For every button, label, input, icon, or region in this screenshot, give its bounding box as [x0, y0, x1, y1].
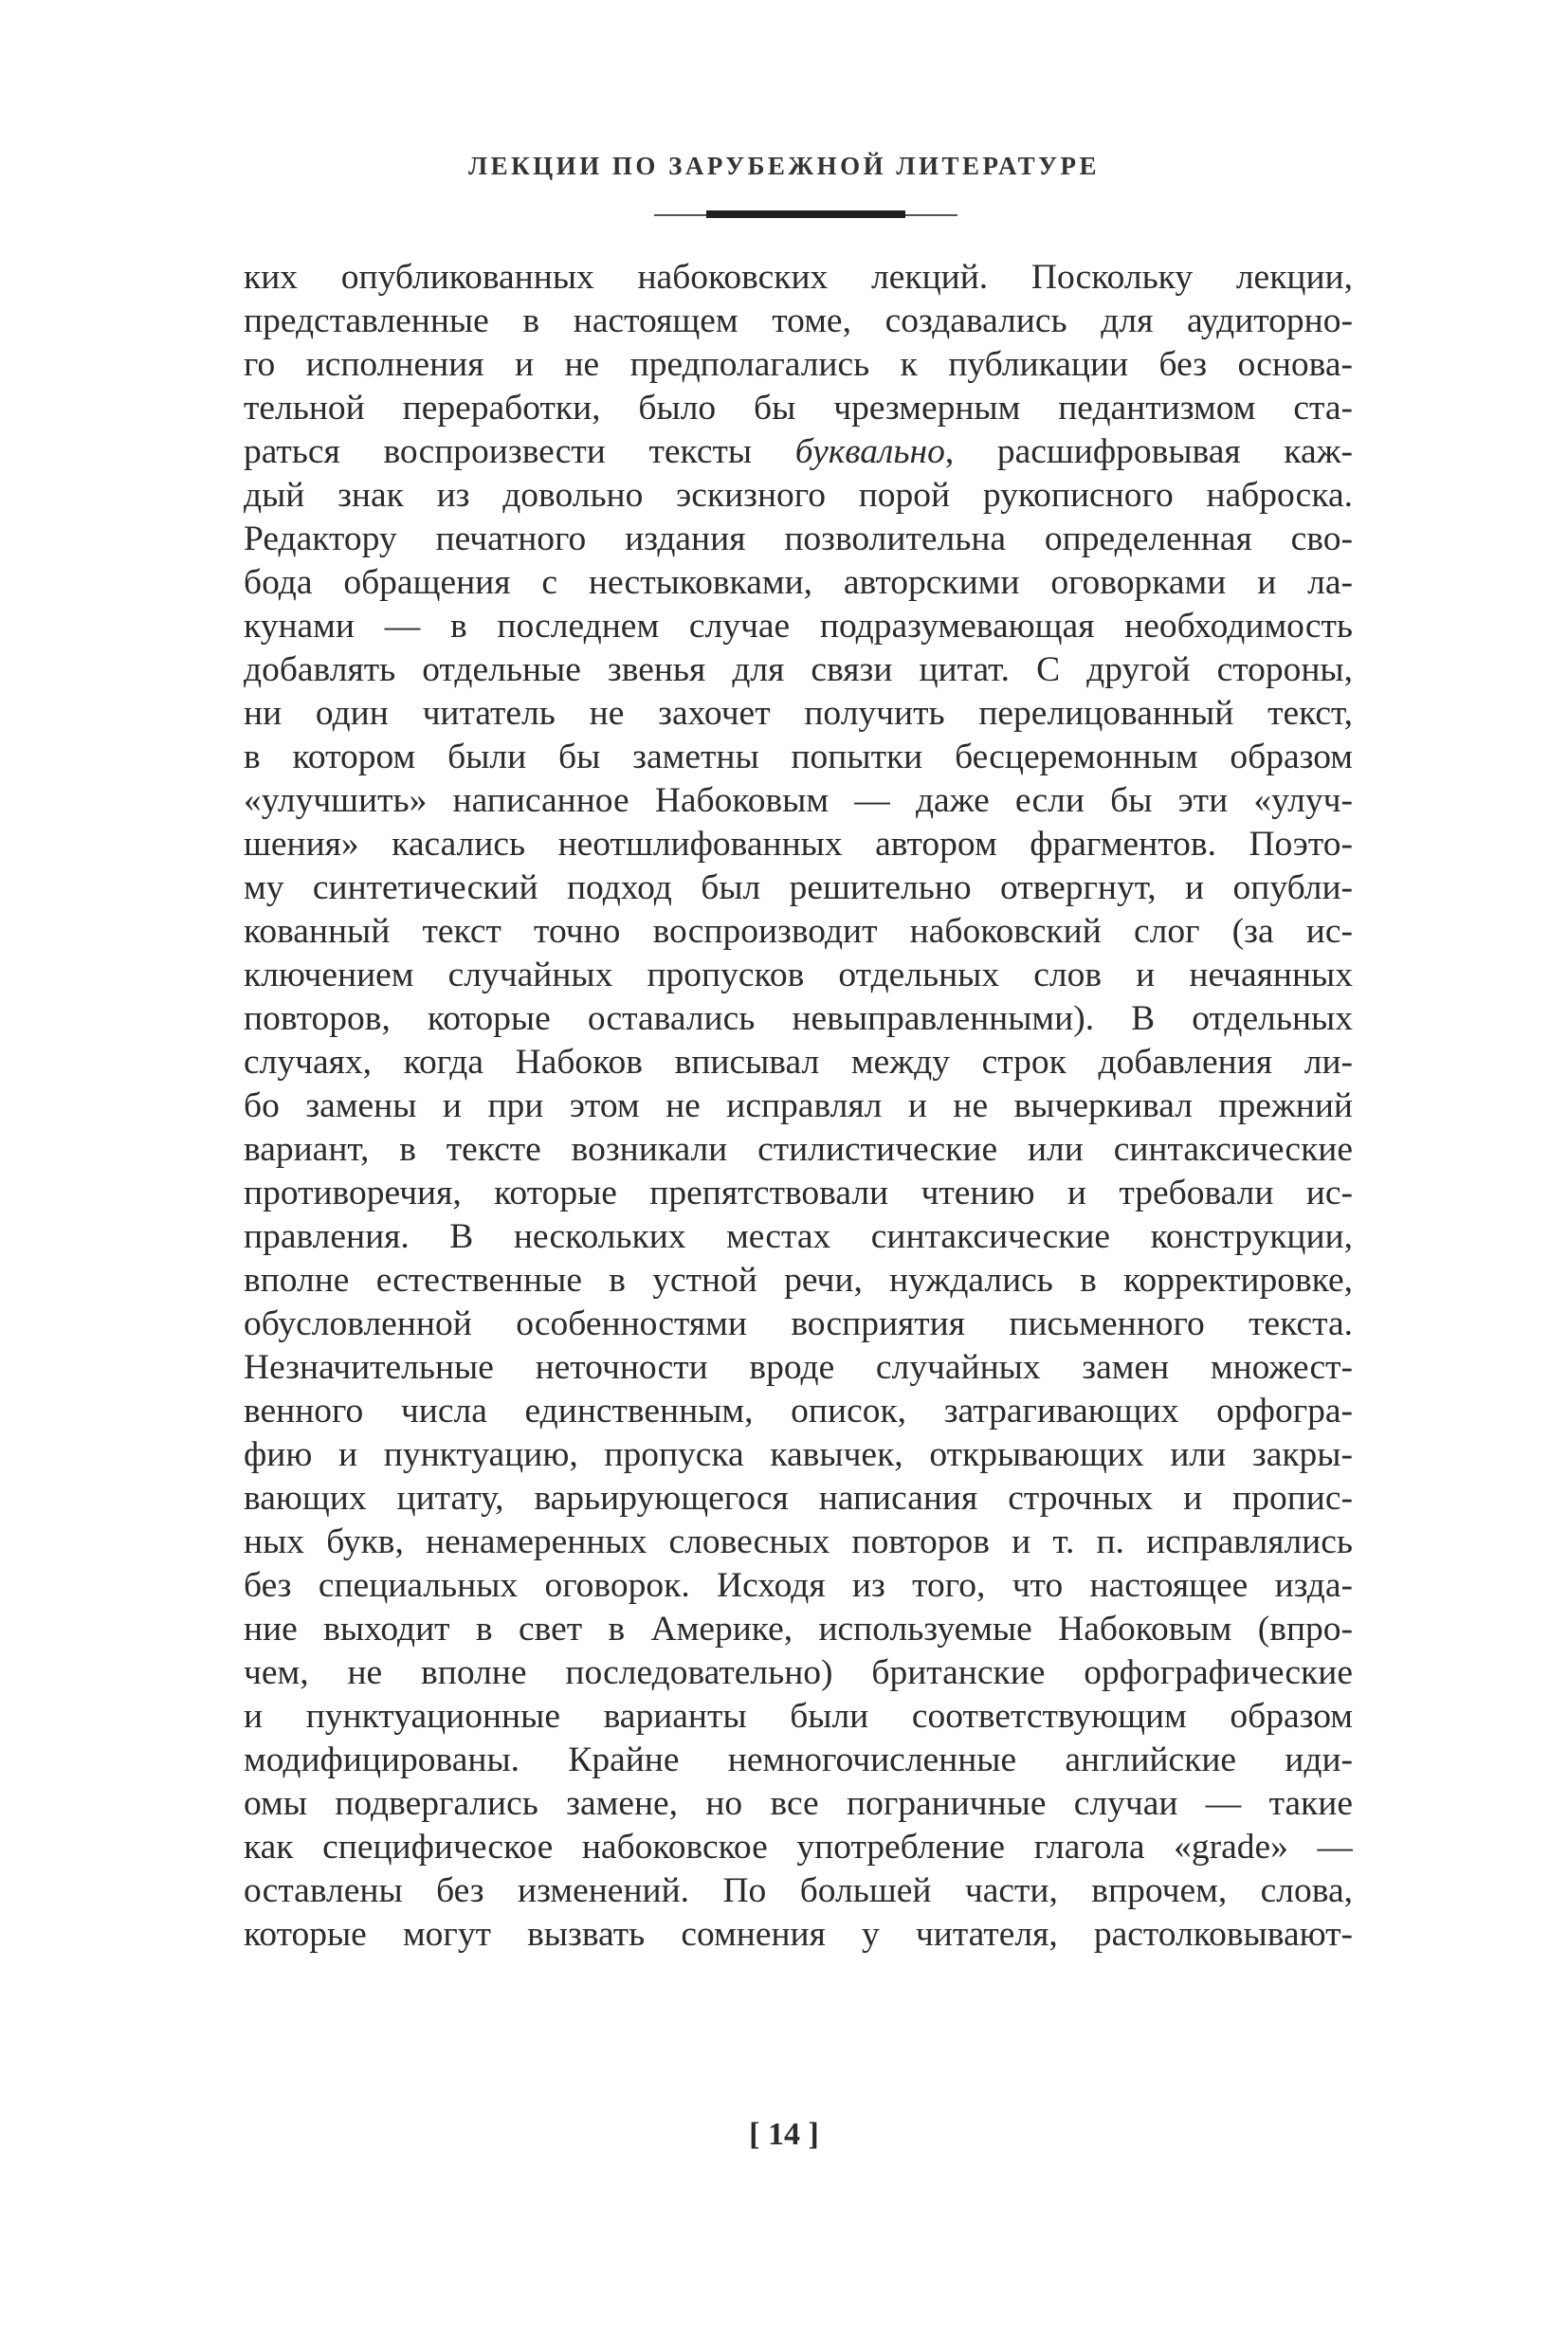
- text-line: «улучшить» написанное Набоковым — даже если бы эти «улуч-: [244, 781, 1353, 820]
- text-line: чем, не вполне последовательно) британские орфографические: [244, 1653, 1353, 1692]
- text-line-with-italic: [244, 430, 1353, 474]
- text-line: в котором были бы заметны попытки бесцеремонным образом: [244, 738, 1353, 776]
- text-line: кунами — в последнем случае подразумевающая необходимость: [244, 607, 1353, 646]
- text-line: дый знак из довольно эскизного порой рукописного наброска.: [244, 476, 1353, 515]
- text-line: противоречия, которые препятствовали чтению и требовали ис-: [244, 1174, 1353, 1212]
- text-line: оставлены без изменений. По большей части, впрочем, слова,: [244, 1871, 1353, 1910]
- text-line: добавлять отдельные звенья для связи цитат. С другой стороны,: [244, 650, 1353, 689]
- text-line: как специфическое набоковское употребление глагола «grade» —: [244, 1828, 1353, 1867]
- text-line: правления. В нескольких местах синтаксические конструкции,: [244, 1217, 1353, 1256]
- text-line: ключением случайных пропусков отдельных слов и нечаянных: [244, 956, 1353, 994]
- text-segment: раться воспроизвести тексты: [244, 432, 795, 471]
- text-line: без специальных оговорок. Исходя из того, что настоящее изда-: [244, 1566, 1353, 1605]
- text-line: модифицированы. Крайне немногочисленные английские иди-: [244, 1740, 1353, 1779]
- text-line: повторов, которые оставались невыправленными). В отдельных: [244, 999, 1353, 1038]
- text-line: Редактору печатного издания позволительна определенная сво-: [244, 519, 1353, 558]
- text-line: случаях, когда Набоков вписывал между строк добавления ли-: [244, 1043, 1353, 1082]
- text-line: фию и пунктуацию, пропуска кавычек, открывающих или закры-: [244, 1435, 1353, 1474]
- text-line: бо замены и при этом не исправлял и не вычеркивал прежний: [244, 1086, 1353, 1125]
- text-line: кованный текст точно воспроизводит набоковский слог (за ис-: [244, 912, 1353, 951]
- text-line: вполне естественные в устной речи, нуждались в корректировке,: [244, 1261, 1353, 1300]
- text-line: му синтетический подход был решительно отвергнут, и опубли-: [244, 868, 1353, 907]
- text-line: вариант, в тексте возникали стилистические или синтаксические: [244, 1130, 1353, 1169]
- text-line: тельной переработки, было бы чрезмерным педантизмом ста-: [244, 389, 1353, 428]
- text-line: омы подвергались замене, но все пограничные случаи — такие: [244, 1784, 1353, 1823]
- text-line: вающих цитату, варьирующегося написания строчных и пропис-: [244, 1479, 1353, 1518]
- text-line: венного числа единственным, описок, затрагивающих орфогра-: [244, 1392, 1353, 1431]
- text-segment: , расшифровывая каж-: [944, 432, 1353, 471]
- running-head: ЛЕКЦИИ ПО ЗАРУБЕЖНОЙ ЛИТЕРАТУРЕ: [467, 152, 1101, 180]
- text-line: обусловленной особенностями восприятия письменного текста.: [244, 1304, 1353, 1343]
- page-number: [ 14 ]: [749, 2117, 819, 2152]
- body-text: [244, 256, 1353, 1957]
- text-line: ни один читатель не захочет получить перелицованный текст,: [244, 694, 1353, 733]
- header-rule-thick: [706, 210, 905, 218]
- text-line: Незначительные неточности вроде случайных замен множест-: [244, 1348, 1353, 1387]
- italic-word: буквально: [794, 432, 945, 471]
- text-line: представленные в настоящем томе, создавались для аудиторно-: [244, 301, 1353, 340]
- text-line: бода обращения с нестыковками, авторскими оговорками и ла-: [244, 563, 1353, 602]
- text-line: шения» касались неотшлифованных автором фрагментов. Поэто-: [244, 825, 1353, 864]
- text-line: ных букв, ненамеренных словесных повторов и т. п. исправлялись: [244, 1522, 1353, 1561]
- text-line: и пунктуационные варианты были соответствующим образом: [244, 1697, 1353, 1736]
- text-line: которые могут вызвать сомнения у читателя, растолковывают-: [244, 1915, 1353, 1954]
- text-line: ние выходит в свет в Америке, используемые Набоковым (впро-: [244, 1610, 1353, 1649]
- text-line: го исполнения и не предполагались к публикации без основа-: [244, 345, 1353, 384]
- text-line: ких опубликованных набоковских лекций. Поскольку лекции,: [244, 258, 1353, 297]
